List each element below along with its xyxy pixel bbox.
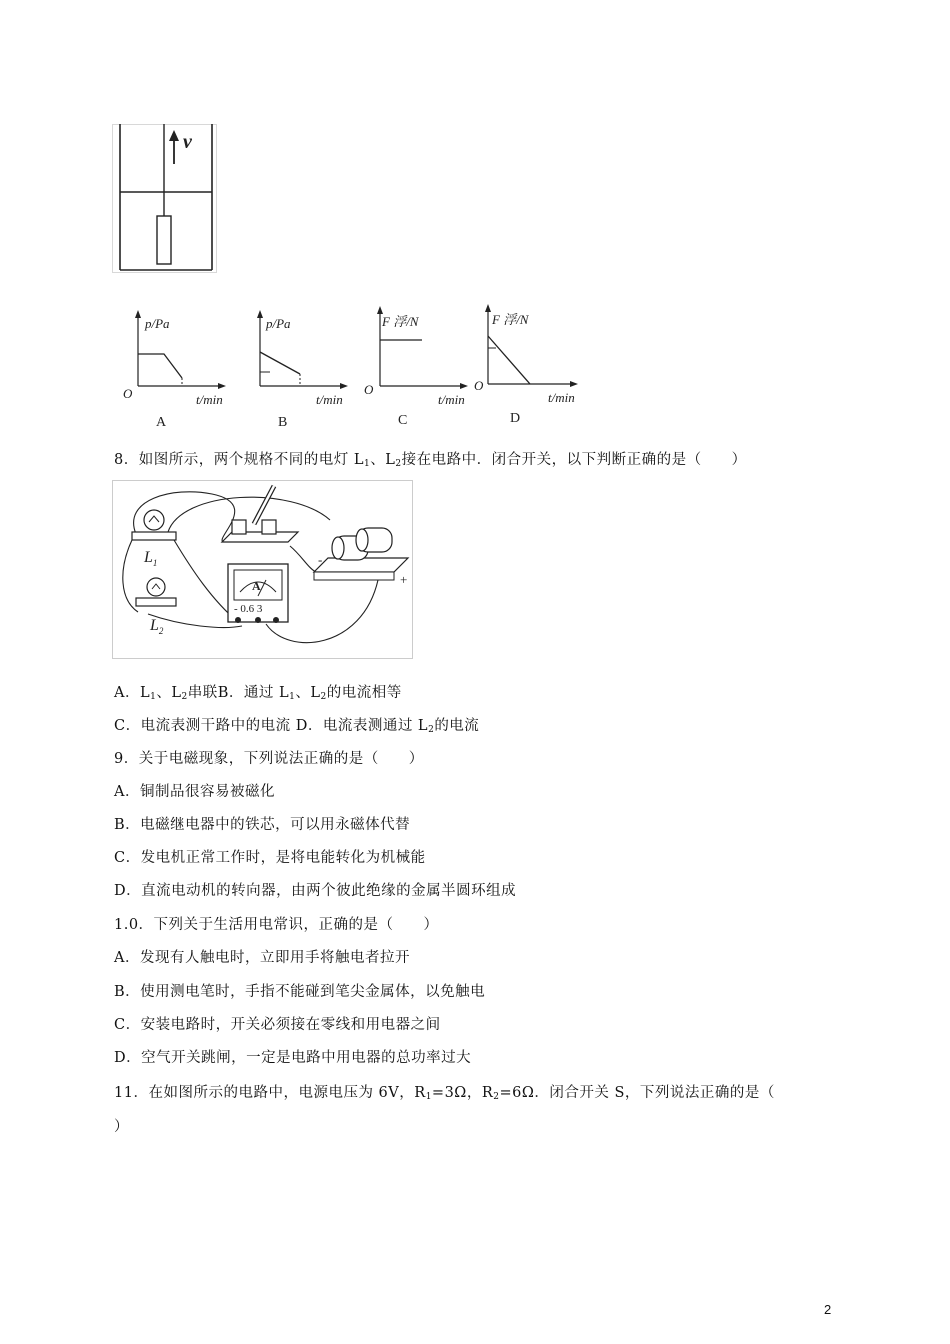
- graph-a-origin: O: [123, 386, 133, 401]
- l1-label: L: [144, 549, 153, 566]
- q8-option-c[interactable]: C．电流表测干路中的电流: [114, 718, 291, 734]
- q10-option-b[interactable]: B．使用测电笔时，手指不能碰到笔尖金属体，以免触电: [114, 984, 486, 1000]
- q8-option-d[interactable]: D．电流表测通过 $L_2$的电流: [295, 718, 480, 735]
- q10-option-a[interactable]: A．发现有人触电时，立即用手将触电者拉开: [114, 950, 410, 966]
- graph-b: [238, 308, 350, 432]
- q8-option-b[interactable]: B．通过 $L_1$、$L_2$的电流相等: [217, 685, 402, 702]
- graph-c-ylabel: F 浮/N: [382, 314, 419, 329]
- q8-stem: 8．如图所示，两个规格不同的电灯 $L_1$、$L_2$接在电路中．闭合开关，以下判断正确的是（ ）: [114, 452, 747, 469]
- q9-option-c[interactable]: C．发电机正常工作时，是将电能转化为机械能: [114, 850, 426, 866]
- graph-b-letter: B: [278, 415, 288, 430]
- q9-option-b[interactable]: B．电磁继电器中的铁芯，可以用永磁体代替: [114, 817, 411, 833]
- page-number: 2: [824, 1302, 832, 1317]
- q8-option-a[interactable]: A．$L_1$、$L_2$串联: [114, 685, 218, 702]
- q10-option-c[interactable]: C．安装电路时，开关必须接在零线和用电器之间: [114, 1017, 441, 1033]
- l1-sub: 1: [152, 558, 158, 568]
- beaker-figure: [112, 124, 220, 274]
- graph-a-xlabel: t/min: [196, 392, 223, 407]
- l2-sub: 2: [158, 626, 164, 636]
- graph-c-letter: C: [398, 413, 408, 428]
- q9-option-a[interactable]: A．铜制品很容易被磁化: [114, 784, 275, 800]
- q8-options-cd: [114, 716, 479, 740]
- ammeter-label: A: [252, 579, 261, 593]
- q10-stem: 1.0．下列关于生活用电常识，正确的是（ ）: [114, 917, 439, 933]
- graph-b-ylabel: p/Pa: [266, 316, 291, 331]
- battery-minus: -: [318, 552, 323, 567]
- q11-stem: 11．在如图所示的电路中，电源电压为 6V，$R_1=3\Omega$，$R_2=6\Omega$．闭合开关 S，下列说法正确的是（: [114, 1085, 775, 1102]
- q10-option-d[interactable]: D．空气开关跳闸，一定是电路中用电器的总功率过大: [114, 1050, 472, 1066]
- graph-d-origin: O: [474, 378, 484, 393]
- velocity-label: v: [183, 131, 192, 153]
- graph-d-xlabel: t/min: [548, 390, 575, 405]
- q11-stem-continuation: ）: [114, 1119, 129, 1135]
- circuit-figure: [112, 480, 414, 660]
- battery-plus: +: [400, 572, 408, 587]
- svg-text:L1: [143, 549, 157, 568]
- graph-a-ylabel: p/Pa: [145, 316, 170, 331]
- graph-c: [360, 302, 472, 432]
- graph-d: [472, 300, 584, 430]
- graph-c-xlabel: t/min: [438, 392, 465, 407]
- q9-stem: 9．关于电磁现象，下列说法正确的是（ ）: [114, 751, 424, 767]
- svg-text:L2: [149, 617, 164, 636]
- ammeter-terminals: - 0.6 3: [234, 603, 263, 615]
- graph-a-letter: A: [156, 415, 167, 430]
- l2-label: L: [150, 617, 159, 634]
- graph-a: [118, 308, 228, 432]
- graph-d-letter: D: [510, 411, 521, 426]
- graph-c-origin: O: [364, 382, 374, 397]
- graph-d-ylabel: F 浮/N: [492, 312, 529, 327]
- graph-b-xlabel: t/min: [316, 392, 343, 407]
- q9-option-d[interactable]: D．直流电动机的转向器，由两个彼此绝缘的金属半圆环组成: [114, 883, 517, 899]
- q8-options-ab: [114, 683, 402, 707]
